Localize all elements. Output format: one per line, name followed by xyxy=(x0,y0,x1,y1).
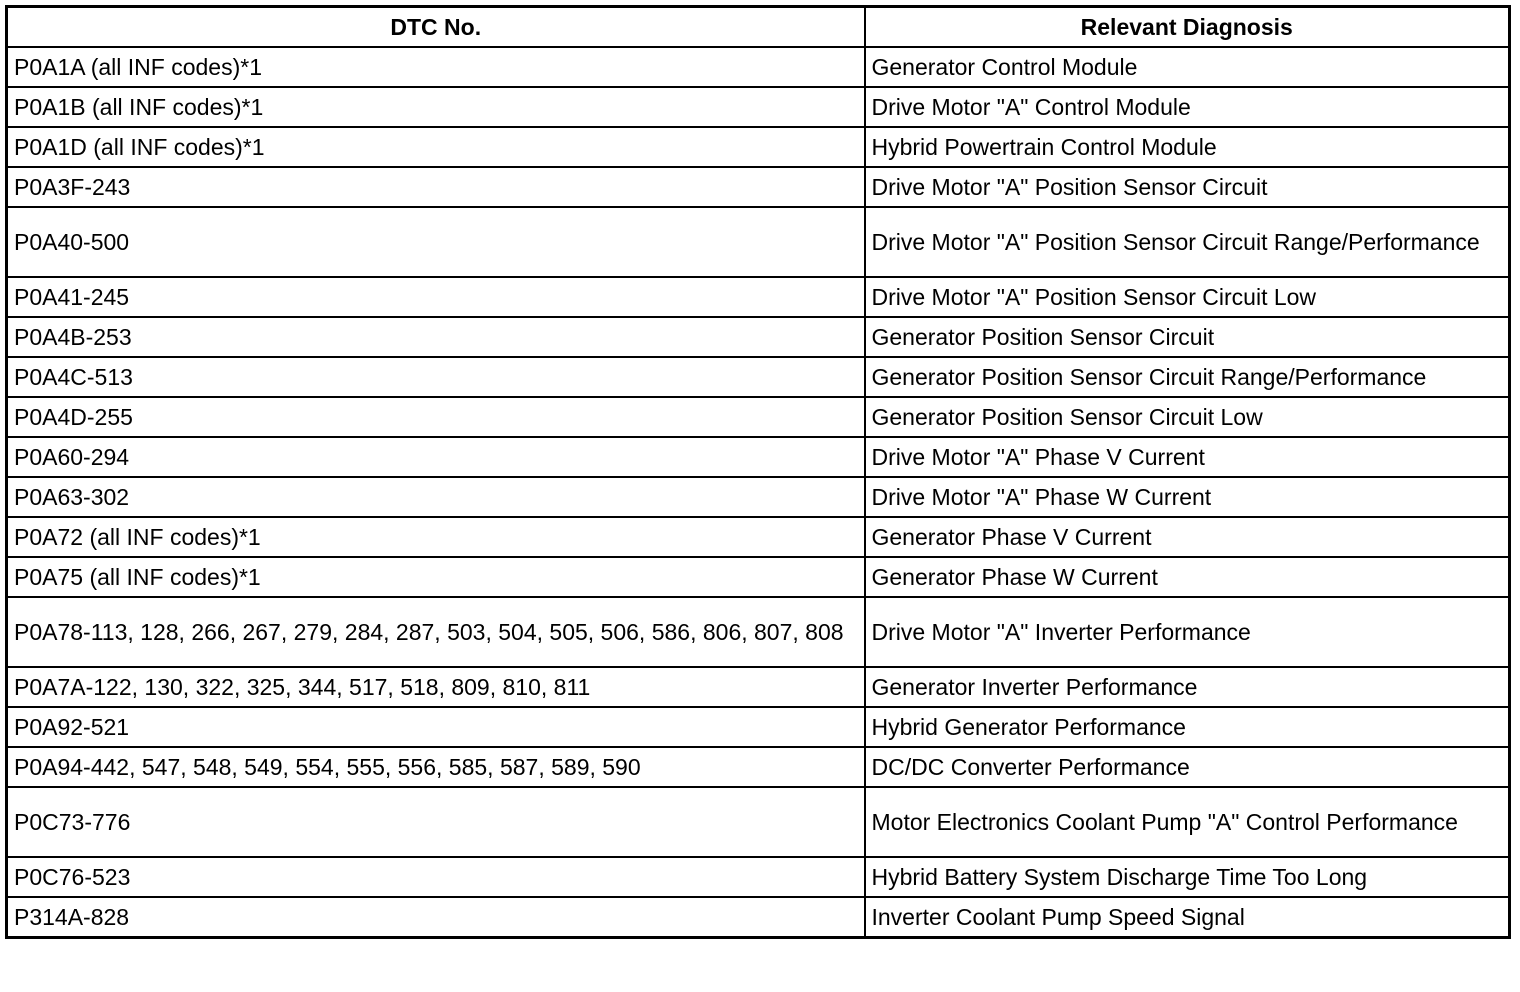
table-row xyxy=(7,437,1510,477)
table-row xyxy=(7,397,1510,437)
table-row xyxy=(7,127,1510,167)
diagnosis-cell: Generator Phase V Current xyxy=(865,517,1510,557)
dtc-code-cell: P0A72 (all INF codes)*1 xyxy=(7,517,865,557)
dtc-code-cell: P0A3F-243 xyxy=(7,167,865,207)
table-row xyxy=(7,787,1510,857)
diagnosis-cell: Drive Motor "A" Position Sensor Circuit Range/Performance xyxy=(865,207,1510,277)
dtc-code-cell: P0A75 (all INF codes)*1 xyxy=(7,557,865,597)
diagnosis-cell: Drive Motor "A" Position Sensor Circuit xyxy=(865,167,1510,207)
dtc-code-cell: P0A60-294 xyxy=(7,437,865,477)
dtc-code-cell: P0A1A (all INF codes)*1 xyxy=(7,47,865,87)
table-row xyxy=(7,517,1510,557)
table-row xyxy=(7,557,1510,597)
header-dtc-no: DTC No. xyxy=(7,7,865,48)
table-row xyxy=(7,477,1510,517)
diagnosis-cell: Hybrid Generator Performance xyxy=(865,707,1510,747)
table-row xyxy=(7,897,1510,938)
diagnosis-cell: Generator Phase W Current xyxy=(865,557,1510,597)
diagnosis-cell: Hybrid Powertrain Control Module xyxy=(865,127,1510,167)
dtc-code-cell: P0A63-302 xyxy=(7,477,865,517)
header-relevant-diagnosis: Relevant Diagnosis xyxy=(865,7,1510,48)
diagnosis-cell: Generator Position Sensor Circuit Range/Performance xyxy=(865,357,1510,397)
diagnosis-cell: DC/DC Converter Performance xyxy=(865,747,1510,787)
table-row xyxy=(7,667,1510,707)
dtc-code-cell: P0A4D-255 xyxy=(7,397,865,437)
table-row xyxy=(7,707,1510,747)
dtc-code-cell: P0A94-442, 547, 548, 549, 554, 555, 556, 585, 587, 589, 590 xyxy=(7,747,865,787)
dtc-code-cell: P0A92-521 xyxy=(7,707,865,747)
dtc-code-cell: P0C73-776 xyxy=(7,787,865,857)
dtc-code-cell: P314A-828 xyxy=(7,897,865,938)
dtc-code-cell: P0A4C-513 xyxy=(7,357,865,397)
table-row xyxy=(7,857,1510,897)
diagnosis-cell: Drive Motor "A" Control Module xyxy=(865,87,1510,127)
table-body xyxy=(7,47,1510,938)
dtc-code-cell: P0C76-523 xyxy=(7,857,865,897)
dtc-code-cell: P0A41-245 xyxy=(7,277,865,317)
dtc-diagnosis-table xyxy=(5,5,1511,939)
diagnosis-cell: Drive Motor "A" Phase V Current xyxy=(865,437,1510,477)
table-row xyxy=(7,357,1510,397)
dtc-code-cell: P0A40-500 xyxy=(7,207,865,277)
dtc-code-cell: P0A4B-253 xyxy=(7,317,865,357)
diagnosis-cell: Hybrid Battery System Discharge Time Too Long xyxy=(865,857,1510,897)
dtc-code-cell: P0A1D (all INF codes)*1 xyxy=(7,127,865,167)
diagnosis-cell: Drive Motor "A" Phase W Current xyxy=(865,477,1510,517)
table-row xyxy=(7,207,1510,277)
dtc-code-cell: P0A7A-122, 130, 322, 325, 344, 517, 518, 809, 810, 811 xyxy=(7,667,865,707)
diagnosis-cell: Motor Electronics Coolant Pump "A" Control Performance xyxy=(865,787,1510,857)
diagnosis-cell: Generator Inverter Performance xyxy=(865,667,1510,707)
table-row xyxy=(7,597,1510,667)
table-row xyxy=(7,47,1510,87)
dtc-code-cell: P0A1B (all INF codes)*1 xyxy=(7,87,865,127)
diagnosis-cell: Generator Control Module xyxy=(865,47,1510,87)
diagnosis-cell: Inverter Coolant Pump Speed Signal xyxy=(865,897,1510,938)
table-row xyxy=(7,317,1510,357)
table-row xyxy=(7,167,1510,207)
table-row xyxy=(7,87,1510,127)
diagnosis-cell: Generator Position Sensor Circuit xyxy=(865,317,1510,357)
diagnosis-cell: Generator Position Sensor Circuit Low xyxy=(865,397,1510,437)
table-row xyxy=(7,747,1510,787)
dtc-code-cell: P0A78-113, 128, 266, 267, 279, 284, 287, 503, 504, 505, 506, 586, 806, 807, 808 xyxy=(7,597,865,667)
table-header-row xyxy=(7,7,1510,48)
diagnosis-cell: Drive Motor "A" Position Sensor Circuit Low xyxy=(865,277,1510,317)
diagnosis-cell: Drive Motor "A" Inverter Performance xyxy=(865,597,1510,667)
table-row xyxy=(7,277,1510,317)
